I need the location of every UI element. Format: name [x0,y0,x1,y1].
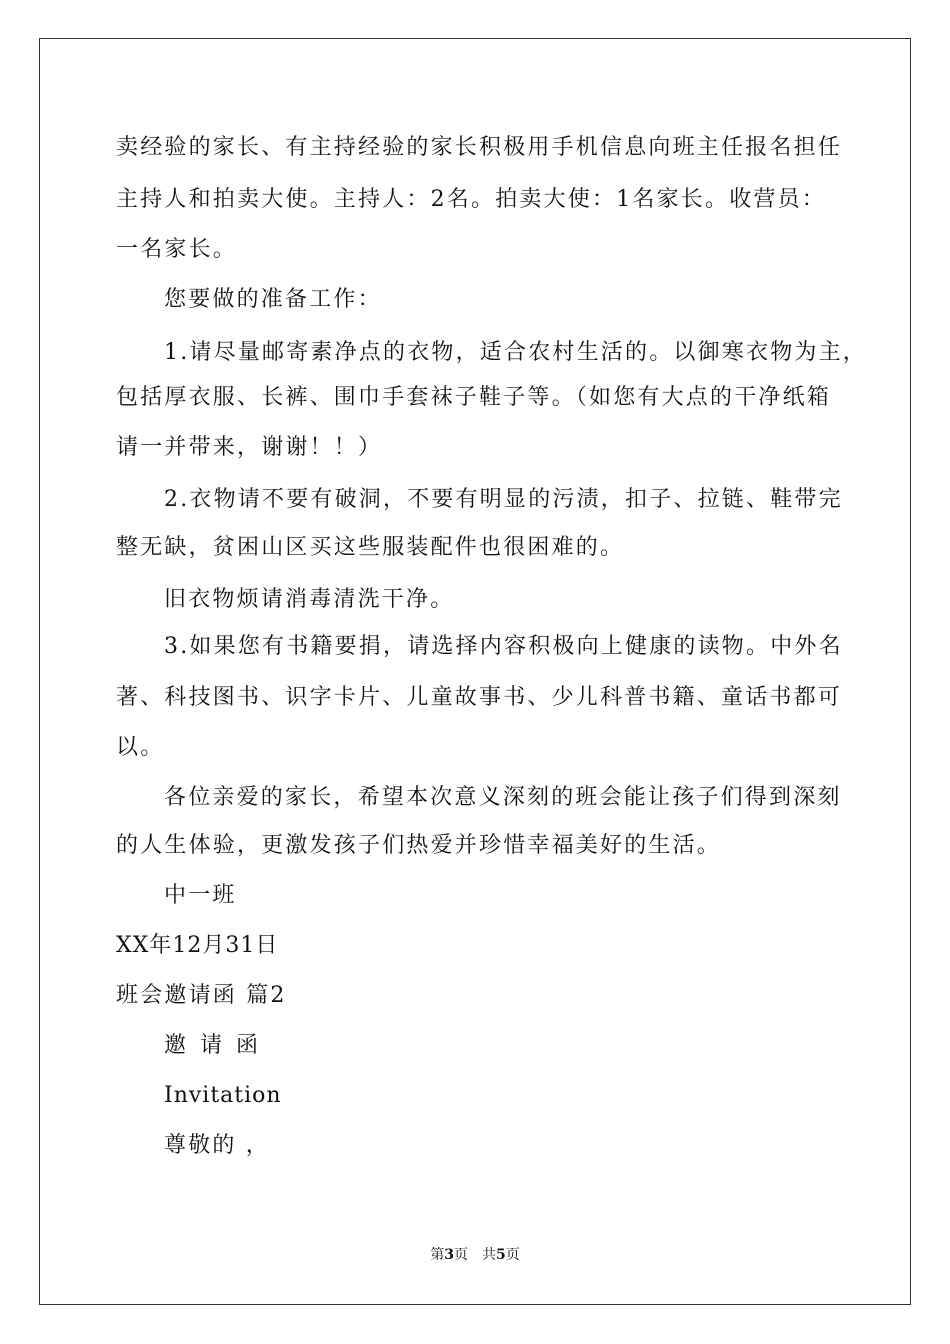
disinfect-note: 旧衣物烦请消毒清洗干净。 [164,587,455,612]
total-pages: 5 [496,1247,506,1263]
invitation-heading: 邀请函 [164,1033,273,1058]
body-line-1: 卖经验的家长、有主持经验的家长积极用手机信息向班主任报名担任 [116,135,843,160]
invitation-english: Invitation [164,1083,282,1108]
item-1-line-2: 包括厚衣服、长裤、围巾手套袜子鞋子等。（如您有大点的干净纸箱 [116,385,832,410]
item-3-line-3: 以。 [116,735,165,760]
preparation-heading: 您要做的准备工作： [164,287,382,312]
signature-date: XX年12月31日 [116,933,279,958]
body-line-2: 主持人和拍卖大使。主持人：2名。拍卖大使：1名家长。收营员： [116,187,826,212]
body-line-3: 一名家长。 [116,237,238,262]
salutation: 尊敬的 ， [164,1133,270,1158]
item-3-line-1: 3.如果您有书籍要捐，请选择内容积极向上健康的读物。中外名 [164,634,843,659]
item-2-line-1: 2.衣物请不要有破洞，不要有明显的污渍，扣子、拉链、鞋带完 [164,487,843,512]
page-border [39,38,911,1305]
total-prefix: 共 [482,1247,496,1263]
item-2-line-2: 整无缺，贫困山区买这些服装配件也很困难的。 [116,535,625,560]
section-title: 班会邀请函 篇2 [116,983,287,1008]
page-prefix: 第 [430,1247,445,1263]
signature-class: 中一班 [164,883,237,908]
item-3-line-2: 著、科技图书、识字卡片、儿童故事书、少儿科普书籍、童话书都可 [116,685,843,710]
closing-line-1: 各位亲爱的家长，希望本次意义深刻的班会能让孩子们得到深刻 [164,785,842,810]
page-suffix: 页 [454,1247,468,1263]
closing-line-2: 的人生体验，更激发孩子们热爱并珍惜幸福美好的生活。 [116,833,722,858]
item-1-line-3: 请一并带来，谢谢！！） [116,435,383,460]
item-1-line-1: 1.请尽量邮寄素净点的衣物，适合农村生活的。以御寒衣物为主， [164,340,867,365]
page-number: 3 [444,1247,454,1263]
page-footer [0,1246,950,1264]
total-suffix: 页 [505,1247,520,1263]
